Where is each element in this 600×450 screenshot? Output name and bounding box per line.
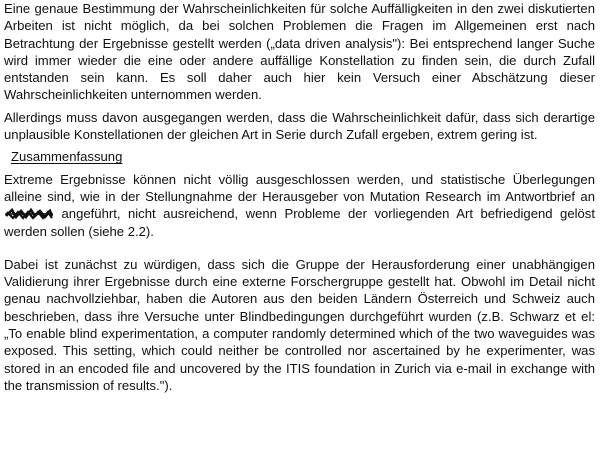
document-page — [4, 0, 595, 450]
redaction-scribble — [4, 208, 54, 220]
paragraph-extreme-results — [4, 171, 595, 240]
section-heading-summary: Zusammenfassung — [11, 149, 123, 165]
paragraph-probability: Eine genaue Bestimmung der Wahrscheinlichkeiten für solche Auffälligkeiten in den zwei diskutierten Arbeiten ist nicht möglich, da bei solchen Problemen die Fragen im Allgemeinen erst nach Betrachtung der Ergebnisse gestellt werden („data driven analysis"): Bei entsprechend langer Suche wird immer wieder die eine oder andere auffällige Konstellation zu finden sein, die durch Zufall entstanden sein kann. Es soll daher auch hier kein Versuch einer Abschätzung dieser Wahrscheinlichkeiten unternommen werden. — [4, 1, 595, 103]
paragraph-extreme-results-part2: angeführt, nicht ausreichend, wenn Probleme der vorliegenden Art befriedigend gelöst werden sollen (siehe 2.2). — [4, 206, 595, 239]
paragraph-unlikely-series: Allerdings muss davon ausgegangen werden, dass die Wahrscheinlichkeit dafür, dass sich derartige unplausible Konstellationen der gleichen Art in Serie durch Zufall ergeben, extrem gering ist. — [4, 109, 595, 143]
paragraph-validation: Dabei ist zunächst zu würdigen, dass sich die Gruppe der Herausforderung einer unabhängigen Validierung ihrer Ergebnisse durch eine externe Forschergruppe gestellt hat. Obwohl im Detail nicht genau nachvollziehbar, haben die Autoren aus den beiden Ländern Österreich und Schweiz auch beschrieben, dass ihre Versuche unter Blindbedingungen durchgeführt wurden (z.B. Schwarz et el: „To enable blind experimentation, a computer randomly determined which of the two waveguides was exposed. This setting, which could neither be controlled nor ascertained by he experimenter, was stored in an encoded file and uncovered by the ITIS foundation in Zurich via e-mail in exchange with the transmission of results."). — [4, 256, 595, 393]
paragraph-extreme-results-part1: Extreme Ergebnisse können nicht völlig ausgeschlossen werden, und statistische Überlegungen alleine sind, wie in der Stellungnahme der Herausgeber von Mutation Research im Antwortbrief an — [4, 171, 595, 204]
